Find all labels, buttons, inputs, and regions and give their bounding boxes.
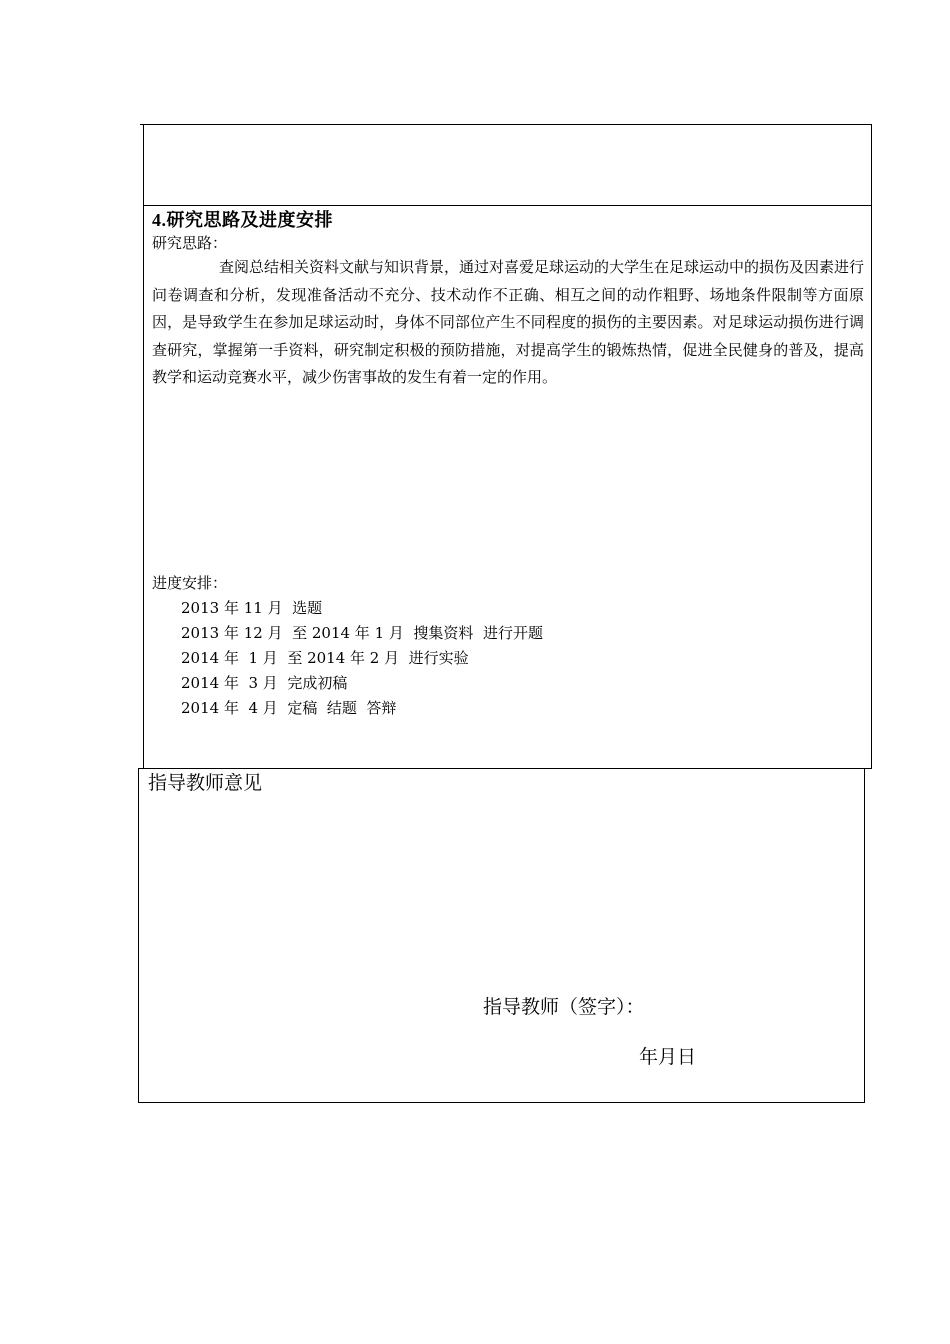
advisor-signature-label: 指导教师（签字）： xyxy=(483,996,645,1018)
section-title: 4.研究思路及进度安排 xyxy=(152,210,333,230)
research-thinking-paragraph: 查阅总结相关资料文献与知识背景，通过对喜爱足球运动的大学生在足球运动中的损伤及因素进行问卷调查和分析，发现准备活动不充分、技术动作不正确、相互之间的动作粗野、场地条件限制等方面原因，是导致学生在参加足球运动时，身体不同部位产生不同程度的损伤的主要因素。对足球运动损伤进行调查研究，掌握第一手资料，研究制定积极的预防措施，对提高学生的锻炼热情，促进全民健身的普及，提高教学和运动竞赛水平，减少伤害事故的发生有着一定的作用。 xyxy=(152,258,865,386)
schedule-item: 2014 年 3 月 完成初稿 xyxy=(181,674,348,692)
schedule-item: 2013 年 11 月 选题 xyxy=(181,599,323,617)
advisor-opinion-cell xyxy=(138,768,865,1103)
schedule-item: 2014 年 4 月 定稿 结题 答辩 xyxy=(181,699,397,717)
research-thinking-label: 研究思路： xyxy=(152,234,228,252)
date-label: 年月日 xyxy=(639,1046,697,1068)
schedule-label: 进度安排： xyxy=(152,574,228,592)
advisor-opinion-title: 指导教师意见 xyxy=(148,772,263,794)
previous-section-cell xyxy=(143,124,872,206)
schedule-item: 2013 年 12 月 至 2014 年 1 月 搜集资料 进行开题 xyxy=(181,624,543,642)
schedule-item: 2014 年 1 月 至 2014 年 2 月 进行实验 xyxy=(181,649,469,667)
